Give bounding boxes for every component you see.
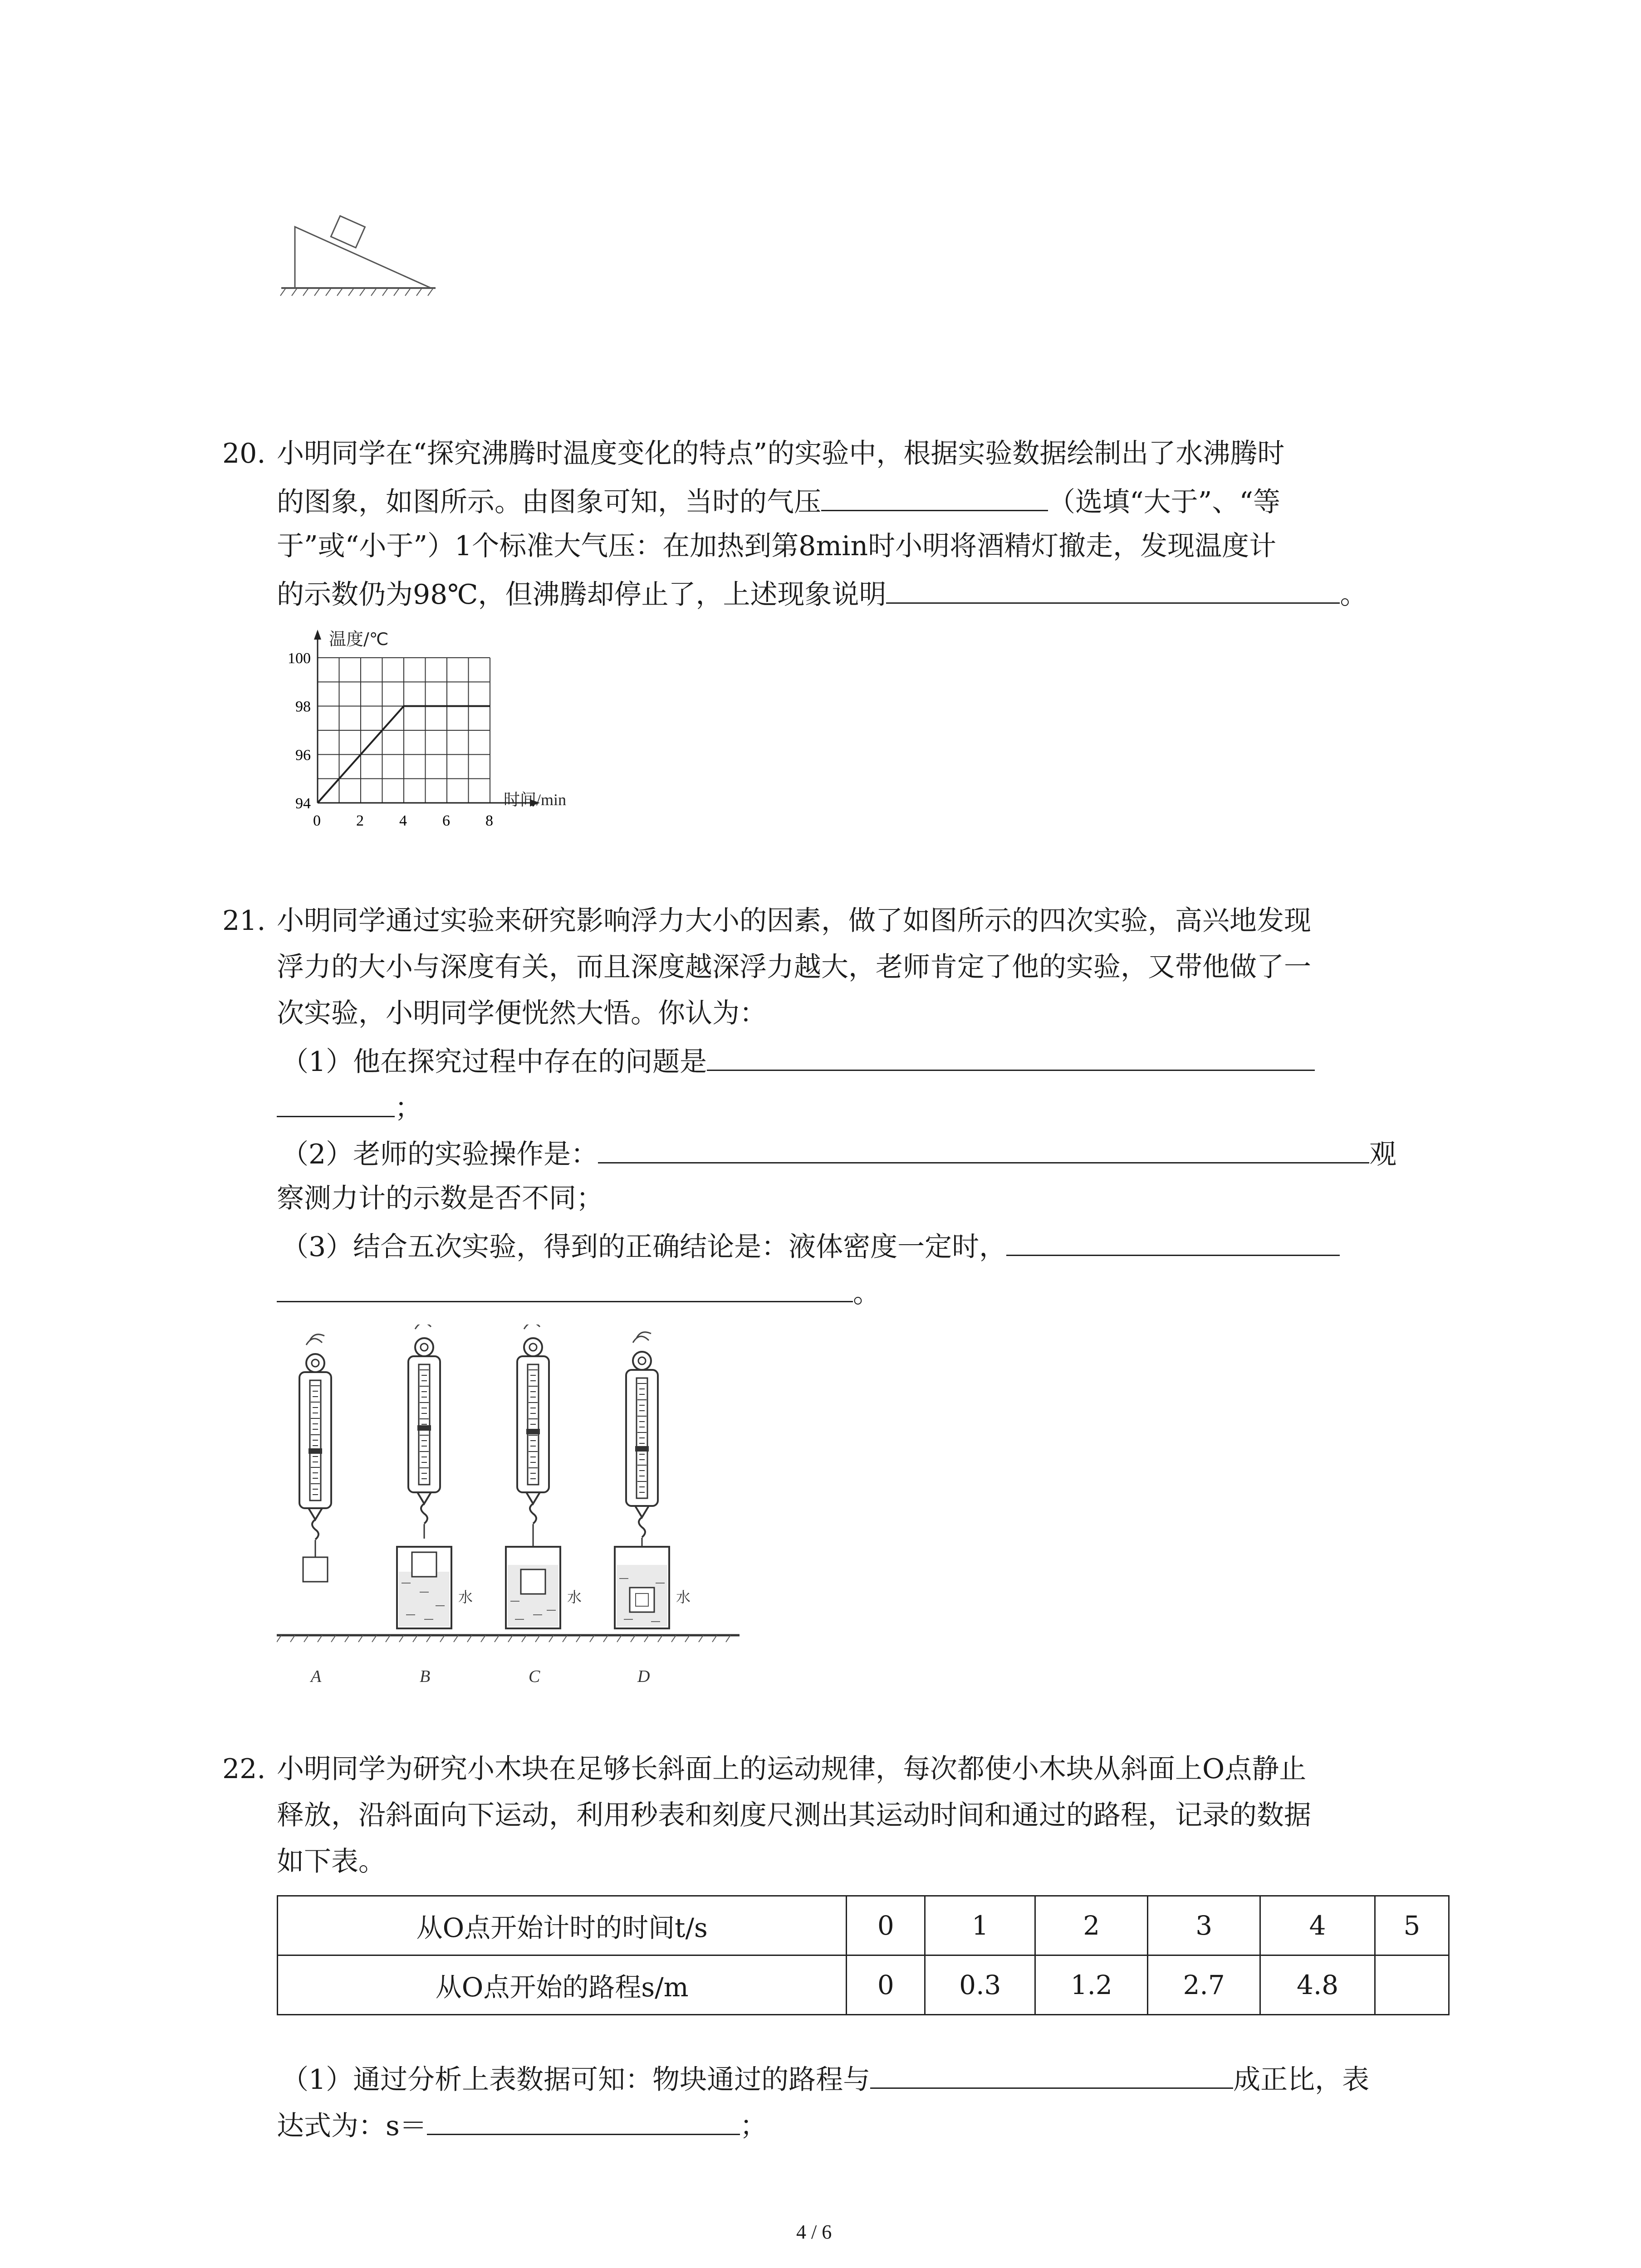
chart-x-tick-label: 0	[313, 812, 321, 829]
table-cell: 1.2	[1035, 1955, 1148, 2015]
q21-part3-cont	[277, 1273, 880, 1311]
fig-label-a: A	[311, 1667, 322, 1686]
chart-grid	[318, 658, 490, 803]
q21-part3-end: 。	[853, 1277, 880, 1309]
chart-x-tick-label: 8	[485, 812, 493, 829]
q21-blank-conclusion[interactable]	[1006, 1227, 1340, 1256]
table-header-distance: 从O点开始的路程s/m	[278, 1955, 847, 2015]
q21-blank-problem[interactable]	[707, 1041, 1315, 1071]
q22-part1-line2	[277, 2106, 767, 2144]
q22-line1: 小明同学为研究小木块在足够长斜面上的运动规律，每次都使小木块从斜面上O点静止	[277, 1753, 1307, 1785]
table-cell: 5	[1375, 1896, 1449, 1955]
chart-y-tick-label: 98	[295, 698, 311, 715]
q21-line2: 浮力的大小与深度有关，而且深度越深浮力越大，老师肯定了他的实验，又带他做了一	[277, 951, 1311, 983]
table-cell: 0	[847, 1896, 925, 1955]
q21-part2-line2: 察测力计的示数是否不同；	[277, 1183, 603, 1214]
table-cell-empty[interactable]	[1375, 1955, 1449, 2015]
table-cell: 1	[925, 1896, 1035, 1955]
q21-number: 21.	[222, 905, 266, 937]
chart-y-tick-label: 94	[295, 795, 311, 812]
beaker-d	[615, 1547, 669, 1628]
q20-line4	[277, 574, 1367, 613]
beaker-c	[506, 1547, 560, 1628]
q21-blank-problem-cont[interactable]	[277, 1088, 395, 1117]
table-header-time: 从O点开始计时的时间t/s	[278, 1896, 847, 1955]
water-label-d: 水	[676, 1589, 691, 1606]
table-row-distance	[278, 1955, 1449, 2015]
q21-part1-end: ；	[395, 1092, 422, 1124]
q20-line2	[277, 482, 1280, 520]
fig-label-d: D	[637, 1667, 650, 1686]
chart-x-tick-label: 4	[399, 812, 407, 829]
table-cell: 0.3	[925, 1955, 1035, 2015]
table-cell: 0	[847, 1955, 925, 2015]
object-block-d	[630, 1588, 654, 1612]
chart-y-tick-label: 100	[288, 650, 311, 667]
q21-part2-text: （2）老师的实验操作是：	[281, 1139, 598, 1170]
table-row-time	[278, 1896, 1449, 1955]
spring-scale-a	[299, 1334, 331, 1582]
q21-part1-text: （1）他在探究过程中存在的问题是	[281, 1046, 707, 1078]
q22-number: 22.	[222, 1753, 266, 1785]
q21-part1-cont	[277, 1088, 422, 1126]
q22-line2: 释放，沿斜面向下运动，利用秒表和刻度尺测出其运动时间和通过的路程，记录的数据	[277, 1799, 1311, 1831]
q21-line1: 小明同学通过实验来研究影响浮力大小的因素，做了如图所示的四次实验，高兴地发现	[277, 905, 1311, 937]
spring-scale-b	[408, 1325, 440, 1539]
table-cell: 2.7	[1148, 1955, 1260, 2015]
q20-number: 20.	[222, 438, 266, 469]
chart-x-tick-label: 2	[356, 812, 364, 829]
q22-part1-line2-text: 达式为：s＝	[277, 2110, 427, 2142]
page-number: 4 / 6	[796, 2221, 832, 2243]
q21-blank-conclusion-cont[interactable]	[277, 1273, 853, 1302]
object-block-a	[303, 1557, 328, 1582]
spring-scale-d	[626, 1332, 658, 1571]
q20-blank-explanation[interactable]	[886, 574, 1340, 604]
q21-part2	[281, 1134, 1396, 1173]
table-cell: 4	[1260, 1896, 1375, 1955]
q22-blank-expression[interactable]	[427, 2106, 740, 2135]
q20-line2-hint: （选填“大于”、“等	[1048, 486, 1281, 518]
chart-xlabel: 时间/min	[504, 791, 567, 809]
chart-ylabel: 温度/℃	[329, 629, 389, 649]
water-label-b: 水	[458, 1589, 473, 1606]
boiling-temperature-chart	[272, 621, 599, 848]
incline-figure	[277, 213, 440, 299]
chart-y-tick-label: 96	[295, 747, 311, 764]
chart-x-tick-label: 6	[442, 812, 450, 829]
q21-line3: 次实验，小明同学便恍然大悟。你认为：	[277, 997, 767, 1029]
q21-part1	[281, 1041, 1315, 1080]
water-label-c: 水	[567, 1589, 582, 1606]
q20-line4-end: 。	[1340, 579, 1367, 611]
q20-line1: 小明同学在“探究沸腾时温度变化的特点”的实验中，根据实验数据绘制出了水沸腾时	[277, 438, 1285, 469]
q22-part1	[281, 2059, 1369, 2098]
fig-label-c: C	[529, 1667, 540, 1686]
object-block-c	[521, 1569, 545, 1594]
q22-part1-text: （1）通过分析上表数据可知：物块通过的路程与	[281, 2064, 871, 2096]
q22-part1-line2-end: ；	[740, 2110, 767, 2142]
table-cell: 2	[1035, 1896, 1148, 1955]
q22-data-table	[277, 1895, 1450, 2015]
spring-scale-c	[517, 1325, 549, 1555]
fig-label-b: B	[420, 1667, 431, 1686]
table-cell: 4.8	[1260, 1955, 1375, 2015]
q20-line3: 于”或“小于”）1个标准大气压：在加热到第8min时小明将酒精灯撤走，发现温度计	[277, 530, 1277, 562]
q22-line3: 如下表。	[277, 1846, 386, 1877]
q20-line4-text: 的示数仍为98℃，但沸腾却停止了，上述现象说明	[277, 579, 887, 611]
q21-blank-teacher-operation[interactable]	[598, 1134, 1369, 1163]
beaker-b	[397, 1547, 451, 1628]
q22-part1-end: 成正比，表	[1233, 2064, 1370, 2096]
q21-part2-end: 观	[1369, 1139, 1397, 1170]
q21-part3-text: （3）结合五次实验，得到的正确结论是：液体密度一定时，	[281, 1231, 1007, 1263]
table-cell: 3	[1148, 1896, 1260, 1955]
buoyancy-experiment-figure	[277, 1325, 753, 1696]
object-block-b	[412, 1552, 436, 1577]
q20-blank-pressure[interactable]	[821, 482, 1048, 511]
q21-part3	[281, 1227, 1340, 1265]
q22-blank-proportional[interactable]	[870, 2059, 1233, 2089]
chart-y-arrow	[314, 630, 321, 640]
q20-line2-text: 的图象，如图所示。由图象可知，当时的气压	[277, 486, 821, 518]
